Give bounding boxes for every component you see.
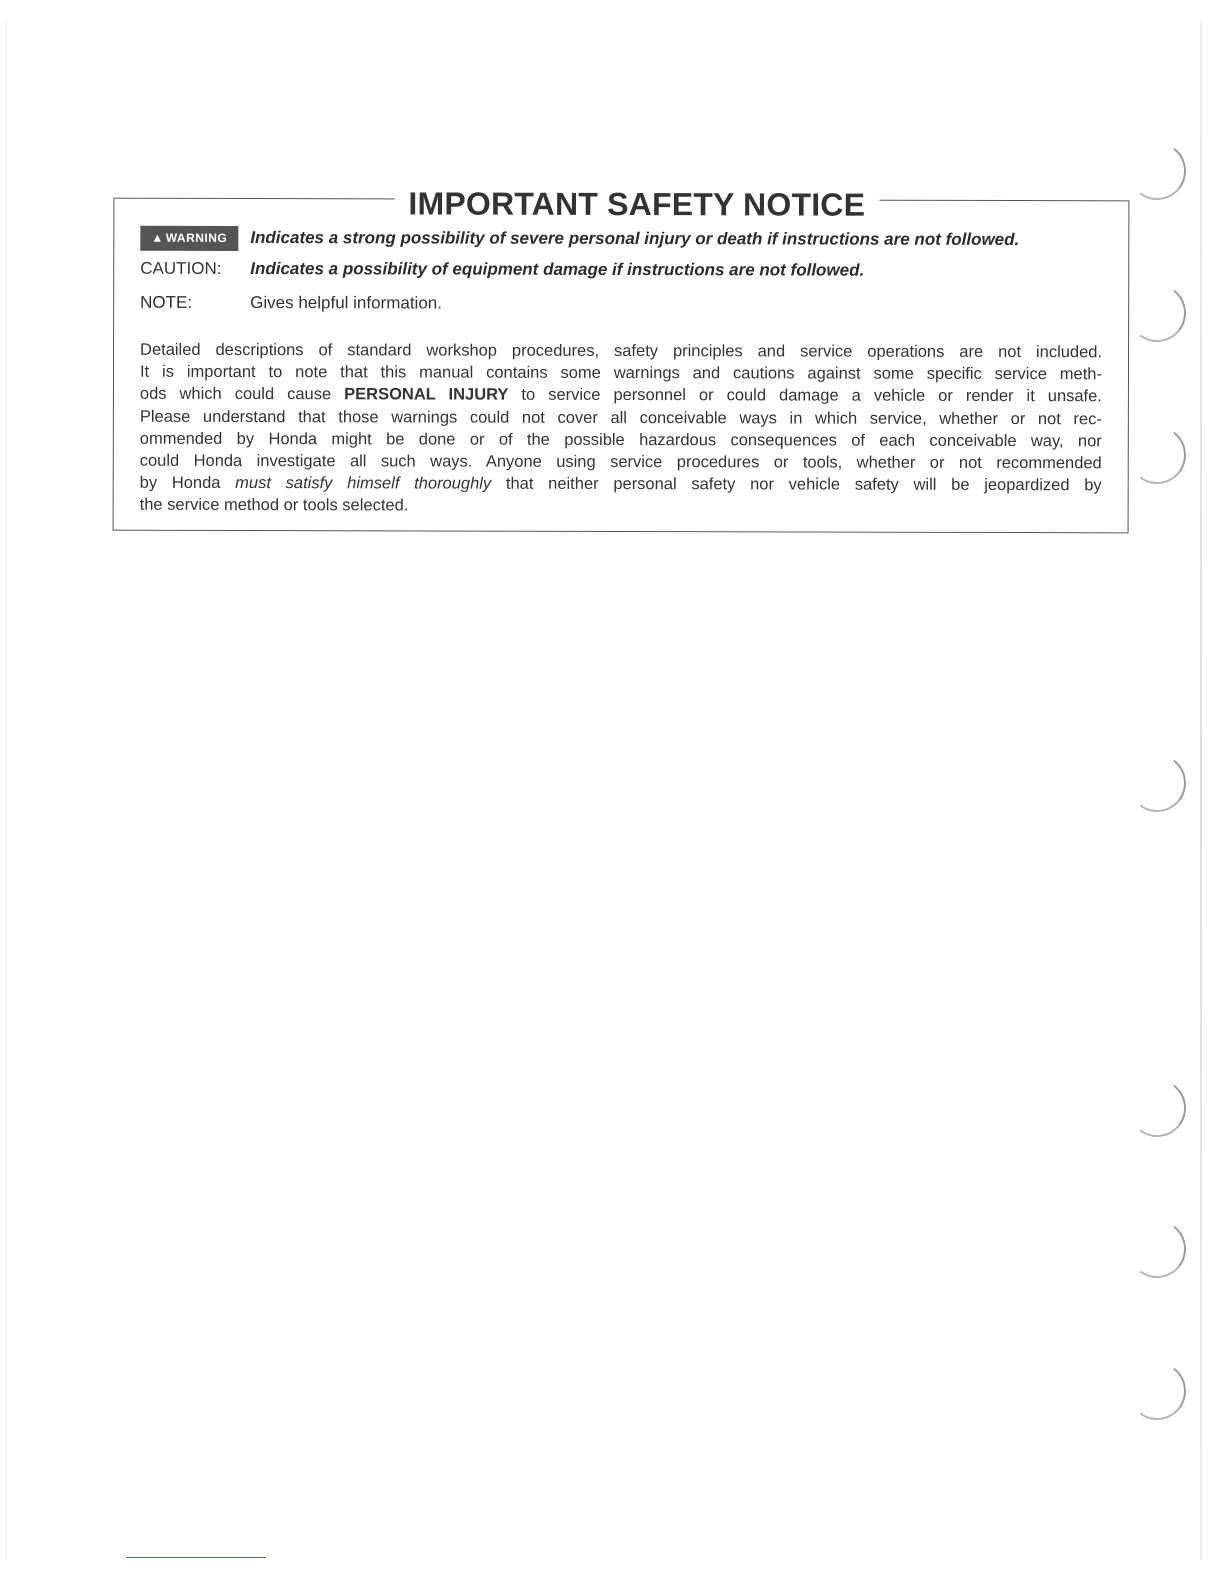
binder-hole (1124, 750, 1190, 816)
binder-hole (1124, 138, 1190, 204)
paragraph-line: Detailed descriptions of standard workshop procedures, safety principles and service operations are not included. (140, 340, 1103, 362)
italic-emphasis: must satisfy himself thoroughly (235, 474, 492, 493)
notice-paragraph (140, 339, 1102, 519)
paragraph-line: could Honda investigate all such ways. Anyone using service procedures or tools, whether or not recommended (139, 451, 1102, 473)
binder-hole (1124, 1358, 1190, 1424)
warning-triangle-icon: ▲ (151, 230, 164, 245)
warning-row (140, 226, 1019, 253)
paragraph-line: Please understand that those warnings could not cover all conceivable ways in which service, whether or not rec- (139, 407, 1102, 428)
personal-injury-emphasis: PERSONAL INJURY (344, 385, 509, 405)
caution-label: CAUTION: (140, 258, 222, 278)
bottom-rule (126, 1557, 266, 1558)
note-row (140, 293, 442, 314)
caution-row (140, 259, 864, 281)
binder-hole (1124, 1075, 1190, 1141)
paragraph-line: It is important to note that this manual contains some warnings and cautions against some specific service meth- (139, 362, 1103, 384)
page-edge-right (1200, 20, 1202, 1560)
paragraph-line: ods which could cause PERSONAL INJURY to service personnel or could damage a vehicle or render it unsafe. (139, 385, 1102, 406)
note-label: NOTE: (140, 292, 193, 312)
safety-notice-box (113, 185, 1130, 534)
warning-badge (140, 226, 238, 251)
note-description: Gives helpful information. (250, 293, 443, 313)
paragraph-line: the service method or tools selected. (139, 496, 409, 515)
binder-hole (1124, 280, 1190, 346)
warning-badge-label: WARNING (165, 230, 228, 245)
page-edge-left (6, 20, 7, 1560)
notice-title: IMPORTANT SAFETY NOTICE (394, 185, 879, 223)
binder-hole (1124, 422, 1190, 488)
binder-hole (1124, 1216, 1190, 1282)
paragraph-line: by Honda must satisfy himself thoroughly that neither personal safety nor vehicle safety will be jeopardized by (139, 473, 1102, 495)
caution-description: Indicates a possibility of equipment damage if instructions are not followed. (250, 259, 865, 280)
warning-description: Indicates a strong possibility of severe personal injury or death if instructions are not followed. (250, 228, 1020, 250)
paragraph-line: ommended by Honda might be done or of the possible hazardous consequences of each conceivable way, nor (139, 429, 1102, 451)
